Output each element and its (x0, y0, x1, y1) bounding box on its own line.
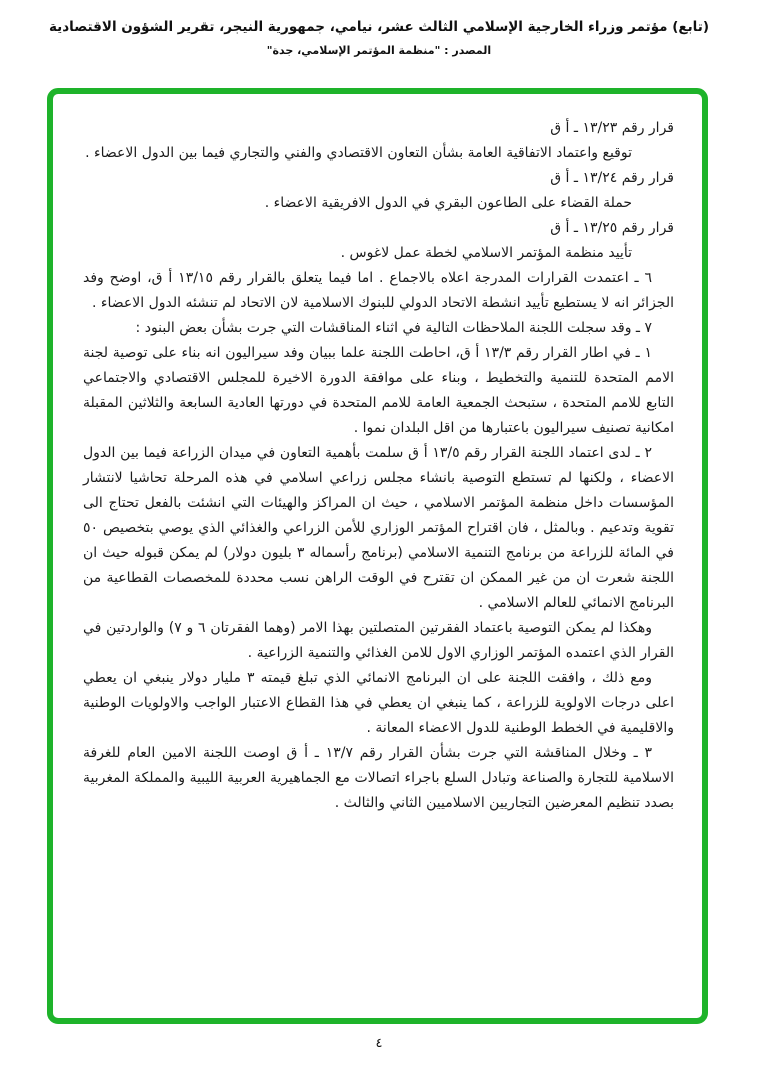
paragraph: ٢ ـ لدى اعتماد اللجنة القرار رقم ١٣/٥ أ ق سلمت بأهمية التعاون في ميدان الزراعة فيما بين الدول الاعضاء ، ولكنها لم تستطع التوصية بانشاء مجلس زراعي اسلامي في هذه المرحلة تحاشيا لانتشار المؤسسات داخل منظمة المؤتمر الاسلامي ، حيث ان المراكز والهيئات التي انشئت بالفعل تحتاج الى تقوية وتدعيم . وبالمثل ، فان اقتراح المؤتمر الوزاري للأمن الزراعي والغذائي الذي يوصي بتخصيص ٥٠ في المائة للزراعة من برنامج التنمية الاسلامي (برنامج رأسماله ٣ بليون دولار) لم يمكن قبوله حيث ان اللجنة شعرت ان من غير الممكن ان تقترح في الوقت الراهن نسب محددة للمخصصات القطاعية من البرنامج الانمائي للعالم الاسلامي . (83, 445, 674, 611)
paragraph: ١ ـ في اطار القرار رقم ١٣/٣ أ ق، احاطت اللجنة علما ببيان وفد سيراليون انه بناء على توصية لجنة الامم المتحدة للتنمية والتخطيط ، وبناء على موافقة الدورة الاخيرة للمجلس الاقتصادي والاجتماعي التابع للامم المتحدة ، ستبحث الجمعية العامة للامم المتحدة في دورتها العادية السابعة والثلاثين المقبلة امكانية تصنيف سيراليون باعتبارها من اقل البلدان نموا . (83, 345, 674, 436)
document-header (0, 16, 758, 59)
document-source: المصدر : "منظمة المؤتمر الإسلامي، جدة" (266, 44, 492, 57)
document-title: (تابع) مؤتمر وزراء الخارجية الإسلامي الثالث عشر، نيامي، جمهورية النيجر، تقرير الشؤون الاقتصادية (48, 19, 709, 35)
resolution-number: قرار رقم ١٣/٢٥ ـ أ ق (550, 220, 674, 236)
resolution-subject: توقيع واعتماد الاتفاقية العامة بشأن التعاون الاقتصادي والفني والتجاري فيما بين الدول الاعضاء . (85, 145, 632, 161)
paragraph: وهكذا لم يمكن التوصية باعتماد الفقرتين المتصلتين بهذا الامر (وهما الفقرتان ٦ و ٧) والواردتين في القرار الذي اعتمده المؤتمر الوزاري الاول للامن الغذائي والتنمية الزراعية . (83, 620, 674, 661)
paragraph: ٦ ـ اعتمدت القرارات المدرجة اعلاه بالاجماع . اما فيما يتعلق بالقرار رقم ١٣/١٥ أ ق، اوضح وفد الجزائر انه لا يستطيع تأييد انشطة الاتحاد الدولي للبنوك الاسلامية لان الاتحاد لم تنشئه الدول الاعضاء . (83, 270, 674, 311)
resolution-subject: تأييد منظمة المؤتمر الاسلامي لخطة عمل لاغوس . (340, 245, 632, 261)
page-number: ٤ (375, 1036, 383, 1051)
resolution-number: قرار رقم ١٣/٢٤ ـ أ ق (550, 170, 674, 186)
resolution-subject: حملة القضاء على الطاعون البقري في الدول الافريقية الاعضاء . (264, 195, 632, 211)
green-border-frame (47, 88, 708, 1024)
resolution-number: قرار رقم ١٣/٢٣ ـ أ ق (550, 120, 674, 136)
paragraph: ومع ذلك ، وافقت اللجنة على ان البرنامج الانمائي الذي تبلغ قيمته ٣ مليار دولار ينبغي ان يعطي اعلى درجات الاولوية للزراعة ، كما ينبغي ان يعطي في هذا القطاع الاعتبار الواجب والاولويات الوطنية والاقليمية في الخطط الوطنية للدول الاعضاء المعانة . (83, 670, 674, 736)
paragraph: ٧ ـ وقد سجلت اللجنة الملاحظات التالية في اثناء المناقشات التي جرت بشأن بعض البنود : (135, 320, 652, 336)
paragraph: ٣ ـ وخلال المناقشة التي جرت بشأن القرار رقم ١٣/٧ ـ أ ق اوصت اللجنة الامين العام للغرفة الاسلامية للتجارة والصناعة وتبادل السلع باجراء اتصالات مع الجماهيرية العربية الليبية والمملكة المغربية بصدد تنظيم المعرضين التجاريين الاسلاميين الثاني والثالث . (83, 745, 674, 811)
document-body (53, 94, 702, 1018)
